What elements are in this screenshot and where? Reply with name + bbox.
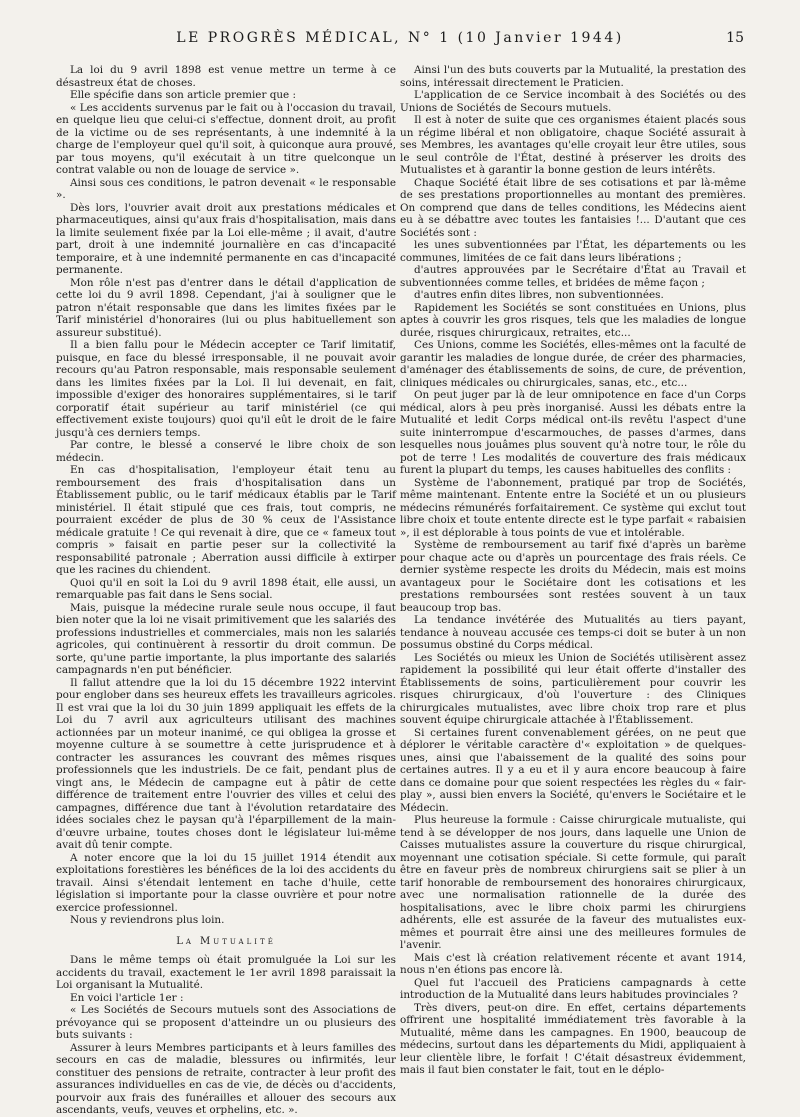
paragraph: « Les accidents survenus par le fait ou à l'occasion du travail, en quelque lieu que celui-ci s'effectue, donnent droit, au profit de la victime ou de ses représentants, à une indemnité à la charge de l'employeur quel qu'il soit, à quiconque aura prouvé, par tous moyens, qu'il exécutait à un titre quelconque un contrat valable ou non de louage de service ». (56, 101, 396, 176)
paragraph: Quel fut l'accueil des Praticiens campagnards à cette introduction de la Mutualité dans leurs habitudes provinciales ? (400, 976, 746, 1001)
paragraph: Mon rôle n'est pas d'entrer dans le détail d'application de cette loi du 9 avril 1898. Cependant, j'ai à souligner que le patron n'était responsable que dans les limites fixées par le Tarif ministériel d'honoraires (lui ou plus habituellement son assureur substitué). (56, 276, 396, 339)
paragraph: Si certaines furent convenablement gérées, on ne peut que déplorer le véritable caractère d'« exploitation » de quelques-unes, ainsi que l'abaissement de la qualité des soins pour certaines autres. Il y a eu et il y aura encore beaucoup à faire dans ce domaine pour que soient respectées les règles du « fair-play », aussi bien envers la Société, qu'envers le Sociétaire et le Médecin. (400, 726, 746, 814)
paragraph: L'application de ce Service incombait à des Sociétés ou des Unions de Sociétés de Secours mutuels. (400, 89, 746, 114)
paragraph: Il a bien fallu pour le Médecin accepter ce Tarif limitatif, puisque, en face du blessé irresponsable, il ne pouvait avoir recours qu'au Patron responsable, mais responsable seulement dans les limites fixées par la Loi. Il lui devenait, en fait, impossible d'exiger des honoraires supplémentaires, si le tarif corporatif était supérieur au tarif ministériel (ce qui effectivement existe toujours) quoi qu'il eût le droit de le faire jusqu'à ces derniers temps. (56, 339, 396, 439)
paragraph: A noter encore que la loi du 15 juillet 1914 étendit aux exploitations forestières les bénéfices de la loi des accidents du travail. Ainsi s'étendait lentement en tache d'huile, cette législation si importante pour la classe ouvrière et pour notre exercice professionnel. (56, 851, 396, 914)
paragraph: Elle spécifie dans son article premier que : (70, 89, 297, 101)
paragraph: Nous y reviendrons plus loin. (70, 914, 225, 926)
paragraph: Il fallut attendre que la loi du 15 décembre 1922 intervint pour englober dans ses heureux effets les travailleurs agricoles. Il est vrai que la loi du 30 juin 1899 appliquait les effets de la Loi du 7 avril aux agriculteurs utilisant des machines actionnées par un moteur inanimé, ce qui obligea la grosse et moyenne culture à se soumettre à cette jurisprudence et à contracter les assurances les couvrant des mêmes risques professionnels que les industriels. De ce fait, pendant plus de vingt ans, le Médecin de campagne eut à pâtir de cette différence de traitement entre l'ouvrier des villes et celui des campagnes, différence due tant à l'évolution retardataire des idées sociales chez le paysan qu'à l'éparpillement de la main-d'œuvre urbaine, toutes choses dont le législateur lui-même avait dû tenir compte. (56, 676, 396, 851)
paragraph: Système de l'abonnement, pratiqué par trop de Sociétés, même maintenant. Entente entre la Société et un ou plusieurs médecins rémunérés forfaitairement. Ce système qui exclut tout libre choix et toute entente directe est le type parfait « rabaisien », il est déplorable à tous points de vue et intolérable. (400, 476, 746, 539)
paragraph: les unes subventionnées par l'État, les départements ou les communes, limitées de ce fait dans leurs libérations ; (400, 239, 746, 264)
paragraph: Système de remboursement au tarif fixé d'après un barème pour chaque acte ou d'après un pourcentage des frais réels. Ce dernier système respecte les droits du Médecin, mais est moins avantageux pour le Sociétaire dont les cotisations et les prestations remboursées sont restées souvent à un taux beaucoup trop bas. (400, 539, 746, 614)
section-heading: La Mutualité (176, 935, 276, 947)
paragraph: Mais c'est là création relativement récente et avant 1914, nous n'en étions pas encore là. (400, 951, 746, 976)
paragraph: d'autres approuvées par le Secrétaire d'État au Travail et subventionnées comme telles, et bridées de même façon ; (400, 264, 746, 289)
paragraph: Par contre, le blessé a conservé le libre choix de son médecin. (56, 439, 396, 464)
journal-title: LE PROGRÈS MÉDICAL, N° 1 (10 Janvier 1944) (176, 30, 624, 46)
left-paragraphs-b (56, 954, 396, 1117)
paragraph: Plus heureuse la formule : Caisse chirurgicale mutualiste, qui tend à se développer de nos jours, dans laquelle une Union de Caisses mutualistes assure la couverture du risque chirurgical, moyennant une cotisation spéciale. Si cette formule, qui paraît être en faveur près de nombreux chirurgiens sait se plier à un tarif honorable de remboursement des honoraires chirurgicaux, avec une normalisation rationnelle de la durée des hospitalisations, avec le libre choix parmi les chirurgiens adhérents, elle est assurée de la faveur des mutualistes eux-mêmes et pourrait être ainsi une des meilleures formules de l'avenir. (400, 814, 746, 951)
paragraph: Ces Unions, comme les Sociétés, elles-mêmes ont la faculté de garantir les maladies de longue durée, de créer des pharmacies, d'aménager des établissements de soins, de cure, de prévention, cliniques médicales ou chirurgicales, sanas, etc., etc... (400, 339, 746, 389)
right-paragraphs (400, 64, 746, 1077)
paragraph: La loi du 9 avril 1898 est venue mettre un terme à ce désastreux état de choses. (56, 64, 396, 89)
left-paragraphs-a (56, 64, 396, 927)
paragraph: Ainsi l'un des buts couverts par la Mutualité, la prestation des soins, intéressait directement le Praticien. (400, 64, 746, 89)
paragraph: Assurer à leurs Membres participants et à leurs familles des secours en cas de maladie, blessures ou infirmités, leur constituer des pensions de retraite, contracter à leur profit des assurances individuelles en cas de vie, de décès ou d'accidents, pourvoir aux frais des funérailles et allouer des secours aux ascendants, veufs, veuves et orphelins, etc. ». (56, 1041, 396, 1116)
running-head (56, 30, 744, 50)
paragraph: Dans le même temps où était promulguée la Loi sur les accidents du travail, exactement le 1er avril 1898 paraissait la Loi organisant la Mutualité. (56, 954, 396, 991)
paragraph: Mais, puisque la médecine rurale seule nous occupe, il faut bien noter que la loi ne visait primitivement que les salariés des professions industrielles et commerciales, mais non les salariés agricoles, qui continuèrent à ressortir du droit commun. De sorte, qu'une partie importante, la plus importante des salariés campagnards n'en put bénéficier. (56, 601, 396, 676)
paragraph: Quoi qu'il en soit la Loi du 9 avril 1898 était, elle aussi, un remarquable pas fait dans le Sens social. (56, 576, 396, 601)
paragraph: Très divers, peut-on dire. En effet, certains départements offrirent une hospitalité immédiatement très favorable à la Mutualité, même dans les campagnes. En 1900, beaucoup de médecins, surtout dans les départements du Midi, appliquaient à leur clientèle libre, le forfait ! C'était désastreux évidemment, mais il faut bien constater le fait, tout en le déplo- (400, 1001, 746, 1076)
right-column (400, 64, 746, 1076)
left-column (56, 64, 396, 1116)
paragraph: Rapidement les Sociétés se sont constituées en Unions, plus aptes à couvrir les gros risques, tels que les maladies de longue durée, risques chirurgicaux, retraites, etc... (400, 301, 746, 339)
paragraph: On peut juger par là de leur omnipotence en face d'un Corps médical, alors à peu près inorganisé. Aussi les débats entre la Mutualité et ledit Corps médical ont-ils revêtu l'aspect d'une suite ininterrompue d'escarmouches, de passes d'armes, dans lesquelles nous jouâmes plus souvent qu'à notre tour, le rôle du pot de terre ! Les modalités de couverture des frais médicaux furent la plupart du temps, les causes habituelles des conflits : (400, 389, 746, 476)
paragraph: d'autres enfin dites libres, non subventionnées. (414, 289, 664, 301)
paragraph: Les Sociétés ou mieux les Union de Sociétés utilisèrent assez rapidement la possibilité qui leur était offerte d'installer des Établissements de soins, particulièrement pour couvrir les risques chirurgicaux, d'où l'ouverture : des Cliniques chirurgicales mutualistes, avec libre choix trop rare et plus souvent équipe chirurgicale attachée à l'Établissement. (400, 651, 746, 726)
paragraph: Ainsi sous ces conditions, le patron devenait « le responsable ». (56, 176, 396, 201)
paragraph: En voici l'article 1er : (70, 991, 184, 1004)
paragraph: En cas d'hospitalisation, l'employeur était tenu au remboursement des frais d'hospitalisation dans un Établissement public, ou le tarif médicaux établis par le Tarif ministériel. Il était stipulé que ces frais, tout compris, ne pourraient excéder de plus de 30 % ceux de l'Assistance médicale gratuite ! Ce qui revenait à dire, que ce « fameux tout compris » faisait en partie peser sur la collectivité la responsabilité patronale ; Aberration aussi difficile à extirper que les racines du chiendent. (56, 464, 396, 576)
paragraph: « Les Sociétés de Secours mutuels sont des Associations de prévoyance qui se proposent d'atteindre un ou plusieurs des buts suivants : (56, 1004, 396, 1041)
page-number: 15 (726, 30, 744, 46)
paragraph: Chaque Société était libre de ses cotisations et par là-même de ses prestations proportionnelles au montant des premières. On comprend que dans de telles conditions, les Médecins aient eu à se débattre avec toutes les fantaisies !... D'autant que ces Sociétés sont : (400, 176, 746, 239)
paragraph: Dès lors, l'ouvrier avait droit aux prestations médicales et pharmaceutiques, ainsi qu'aux frais d'hospitalisation, mais dans la limite seulement fixée par la Loi elle-même ; il avait, d'autre part, droit à une indemnité journalière en cas d'incapacité temporaire, et à une indemnité permanente en cas d'incapacité permanente. (56, 201, 396, 276)
paragraph: La tendance invétérée des Mutualités au tiers payant, tendance à nouveau accusée ces temps-ci doit se buter à un non possumus obstiné du Corps médical. (400, 614, 746, 651)
paragraph: Il est à noter de suite que ces organismes étaient placés sous un régime libéral et non obligatoire, chaque Société assurait à ses Membres, les avantages qu'elle croyait leur être utiles, sous le seul contrôle de l'État, destiné à préserver les droits des Mutualistes et à garantir la bonne gestion de leurs intérêts. (400, 114, 746, 176)
